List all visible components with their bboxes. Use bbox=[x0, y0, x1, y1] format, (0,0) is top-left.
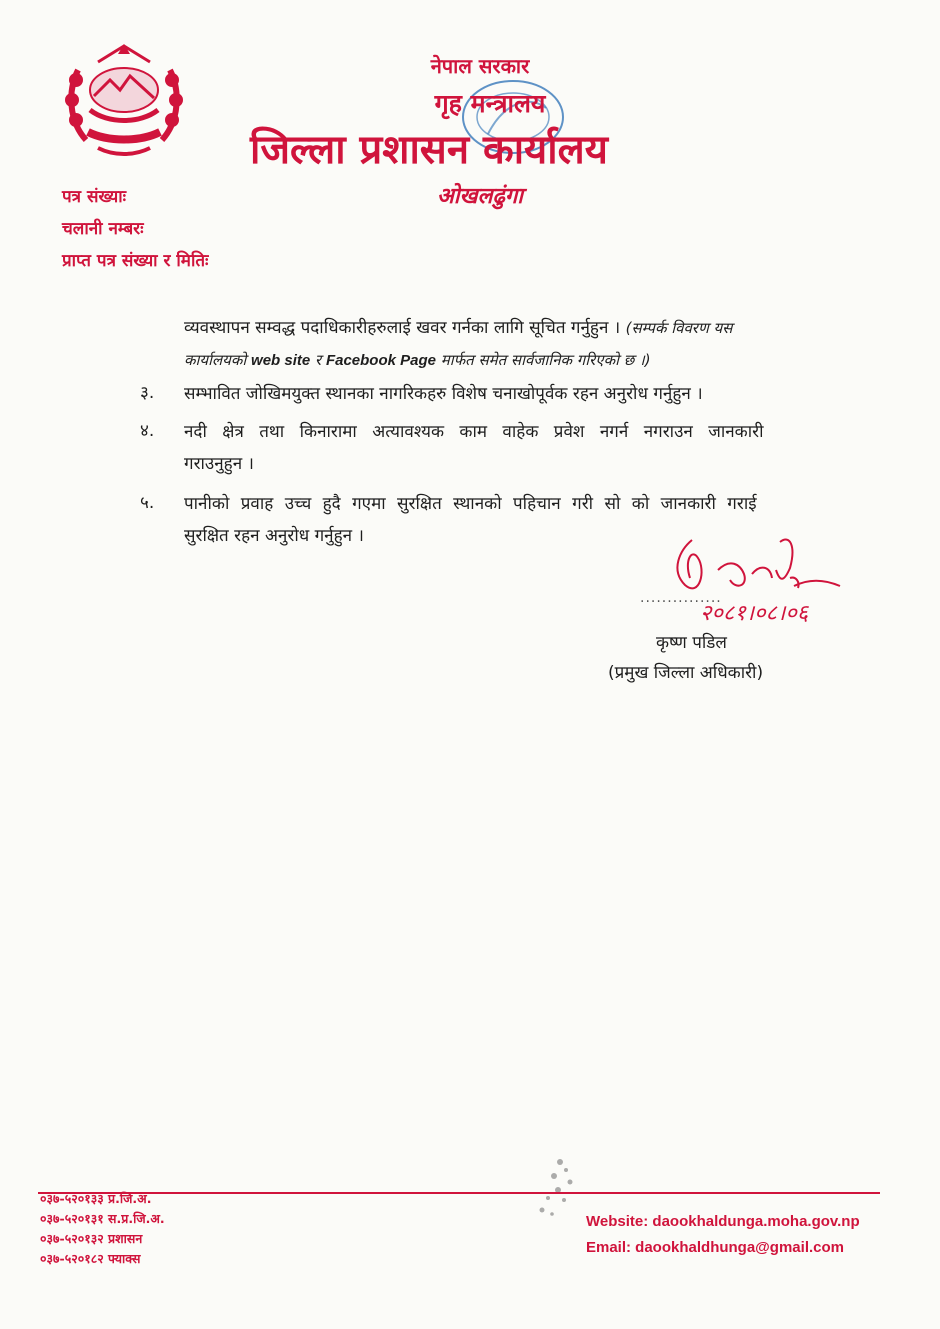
ministry-name: गृह मन्त्रालय bbox=[434, 89, 546, 118]
continuation-text: व्यवस्थापन सम्वद्ध पदाधिकारीहरुलाई खवर गर्नका लागि सूचित गर्नुहुन । bbox=[184, 318, 621, 338]
item-number: ३. bbox=[140, 383, 155, 403]
note-part: कार्यालयको bbox=[184, 351, 247, 369]
website-link[interactable]: Website: daookhaldunga.moha.gov.np bbox=[586, 1213, 860, 1230]
signer-name: कृष्ण पडिल bbox=[656, 633, 727, 653]
item-number: ५. bbox=[140, 493, 155, 513]
footer-stamp-smudge-icon bbox=[522, 1150, 592, 1225]
office-name: जिल्ला प्रशासन कार्यालय bbox=[250, 127, 608, 173]
handwritten-signature-icon bbox=[640, 530, 850, 640]
handwritten-date: २०८१।०८।०६ bbox=[700, 601, 809, 626]
email-link[interactable]: Email: daookhaldhunga@gmail.com bbox=[586, 1239, 844, 1256]
note-part: र bbox=[315, 351, 322, 369]
continuation-line-2 bbox=[184, 344, 651, 377]
item-text-line: पानीको प्रवाह उच्च हुदै गएमा सुरक्षित स्थानको पहिचान गरी सो को जानकारी गराई bbox=[184, 494, 757, 514]
facebook-page-text: Facebook Page bbox=[325, 352, 436, 369]
continuation-line-1 bbox=[184, 312, 732, 344]
item-text-line: सम्भावित जोखिमयुक्त स्थानका नागरिकहरु विशेष चनाखोपूर्वक रहन अनुरोध गर्नुहुन । bbox=[184, 384, 703, 404]
dispatch-number-label: चलानी नम्बरः bbox=[62, 219, 144, 239]
phone-line: ०३७-५२०१८२ फ्याक्स bbox=[40, 1251, 141, 1266]
letter-number-label: पत्र संख्याः bbox=[62, 187, 127, 207]
item-text-line: नदी क्षेत्र तथा किनारामा अत्यावश्यक काम वाहेक प्रवेश नगर्न नगराउन जानकारी bbox=[184, 422, 764, 442]
signature-dotted-line: ............... bbox=[640, 590, 722, 606]
item-text-line: सुरक्षित रहन अनुरोध गर्नुहुन । bbox=[184, 526, 364, 546]
district-name: ओखलढुंगा bbox=[437, 184, 523, 209]
footer-divider bbox=[38, 1192, 880, 1194]
item-text-line: गराउनुहुन । bbox=[184, 454, 254, 474]
phone-line: ०३७-५२०१३३ प्र.जि.अ. bbox=[40, 1191, 152, 1206]
received-letter-label: प्राप्त पत्र संख्या र मितिः bbox=[62, 251, 209, 271]
web-site-text: web site bbox=[251, 352, 311, 369]
contact-note: (सम्पर्क विवरण यस bbox=[625, 319, 733, 337]
phone-line: ०३७-५२०१३१ स.प्र.जि.अ. bbox=[40, 1211, 165, 1226]
note-part: मार्फत समेत सार्वजानिक गरिएको छ ।) bbox=[440, 351, 651, 369]
government-name: नेपाल सरकार bbox=[430, 54, 530, 78]
phone-line: ०३७-५२०१३२ प्रशासन bbox=[40, 1231, 143, 1246]
item-number: ४. bbox=[140, 421, 155, 441]
signer-title: (प्रमुख जिल्ला अधिकारी) bbox=[608, 663, 764, 683]
